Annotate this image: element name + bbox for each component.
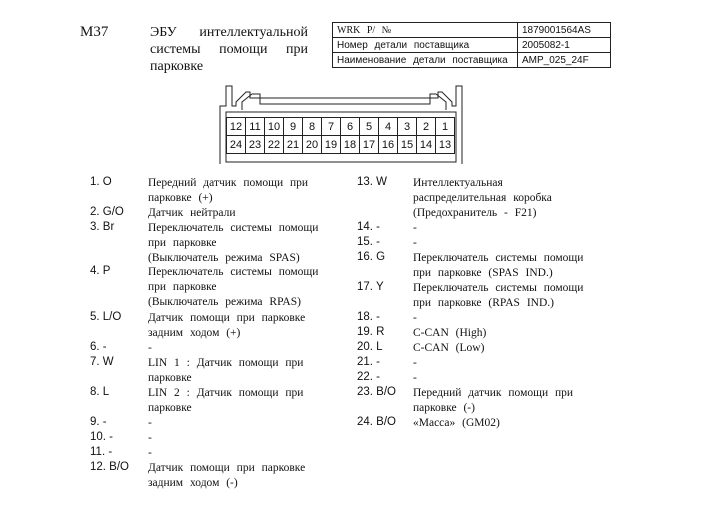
pin-cell: 7 bbox=[322, 118, 341, 136]
info-value: 1879001564AS bbox=[518, 23, 611, 38]
pin-number: 9. - bbox=[90, 416, 107, 428]
pin-cell: 23 bbox=[246, 136, 265, 154]
desc-line: Переключатель системы помощи bbox=[413, 282, 584, 294]
info-row bbox=[333, 38, 611, 53]
desc-line: LIN 2 : Датчик помощи при bbox=[148, 387, 304, 399]
desc-line: - bbox=[413, 237, 417, 249]
info-row bbox=[333, 23, 611, 38]
pin-cell: 4 bbox=[379, 118, 398, 136]
pin-number: 16. G bbox=[357, 251, 386, 263]
pin-number: 10. - bbox=[90, 431, 114, 443]
pin-number: 21. - bbox=[357, 356, 381, 368]
pin-description bbox=[148, 386, 303, 416]
desc-line: парковке (+) bbox=[148, 192, 213, 204]
desc-line: (Выключатель режима SPAS) bbox=[148, 252, 300, 264]
desc-line: - bbox=[413, 222, 417, 234]
pin-cell: 2 bbox=[417, 118, 436, 136]
pin-cell: 16 bbox=[379, 136, 398, 154]
pin-cell: 12 bbox=[227, 118, 246, 136]
pin-number: 8. L bbox=[90, 386, 110, 398]
desc-line: «Масса» (GM02) bbox=[413, 417, 500, 429]
pin-description bbox=[148, 431, 152, 446]
desc-line: Передний датчик помощи при bbox=[413, 387, 574, 399]
pin-number: 17. Y bbox=[357, 281, 384, 293]
pin-cell: 20 bbox=[303, 136, 322, 154]
pin-description bbox=[413, 326, 486, 341]
pin-description bbox=[413, 221, 417, 236]
desc-line: задним ходом (-) bbox=[148, 477, 238, 489]
desc-line: Интеллектуальная bbox=[413, 177, 503, 189]
desc-line: - bbox=[148, 432, 152, 444]
pin-number: 22. - bbox=[357, 371, 381, 383]
pin-cell: 9 bbox=[284, 118, 303, 136]
desc-line: (Выключатель режима RPAS) bbox=[148, 296, 301, 308]
info-value: AMP_025_24F bbox=[518, 53, 611, 68]
pin-description bbox=[148, 341, 152, 356]
desc-line: задним ходом (+) bbox=[148, 327, 241, 339]
pin-number: 1. O bbox=[90, 176, 112, 188]
pin-description bbox=[413, 341, 484, 356]
pin-description bbox=[413, 371, 417, 386]
pin-cell: 18 bbox=[341, 136, 360, 154]
pin-cell: 22 bbox=[265, 136, 284, 154]
pin-description bbox=[148, 461, 305, 491]
pin-description bbox=[148, 221, 318, 266]
pin-number: 23. B/O bbox=[357, 386, 396, 398]
title-line: парковке bbox=[150, 59, 204, 74]
desc-line: LIN 1 : Датчик помощи при bbox=[148, 357, 304, 369]
pin-cell: 21 bbox=[284, 136, 303, 154]
pin-cell: 15 bbox=[398, 136, 417, 154]
desc-line: - bbox=[413, 372, 417, 384]
connector-pins bbox=[226, 117, 455, 154]
pin-description bbox=[148, 265, 318, 310]
desc-line: Переключатель системы помощи bbox=[148, 222, 319, 234]
pin-number: 12. B/O bbox=[90, 461, 129, 473]
part-info-table bbox=[332, 22, 611, 68]
page-title bbox=[150, 24, 308, 75]
desc-line: при парковке (RPAS IND.) bbox=[413, 297, 554, 309]
pin-description bbox=[148, 311, 305, 341]
info-value: 2005082-1 bbox=[518, 38, 611, 53]
pin-row-top bbox=[227, 118, 455, 136]
desc-line: - bbox=[148, 417, 152, 429]
desc-line: - bbox=[148, 342, 152, 354]
pin-cell: 1 bbox=[436, 118, 455, 136]
pin-description bbox=[413, 416, 500, 431]
pin-description bbox=[413, 386, 573, 416]
pin-number: 7. W bbox=[90, 356, 114, 368]
pin-number: 18. - bbox=[357, 311, 381, 323]
pin-number: 6. - bbox=[90, 341, 107, 353]
desc-line: Переключатель системы помощи bbox=[148, 266, 319, 278]
pin-cell: 17 bbox=[360, 136, 379, 154]
info-key: WRK P/ № bbox=[333, 23, 518, 38]
pin-number: 13. W bbox=[357, 176, 388, 188]
desc-line: Датчик нейтрали bbox=[148, 207, 236, 219]
pin-cell: 11 bbox=[246, 118, 265, 136]
pin-number: 3. Br bbox=[90, 221, 115, 233]
info-row bbox=[333, 53, 611, 68]
pin-cell: 6 bbox=[341, 118, 360, 136]
title-line: ЭБУ интеллектуальной bbox=[150, 25, 308, 40]
pin-description bbox=[413, 176, 552, 221]
pin-cell: 19 bbox=[322, 136, 341, 154]
pin-number: 24. B/O bbox=[357, 416, 396, 428]
desc-line: при парковке (SPAS IND.) bbox=[413, 267, 553, 279]
pin-cell: 5 bbox=[360, 118, 379, 136]
pin-number: 11. - bbox=[90, 446, 113, 458]
pin-cell: 24 bbox=[227, 136, 246, 154]
desc-line: C-CAN (Low) bbox=[413, 342, 485, 354]
pin-description bbox=[413, 311, 417, 326]
desc-line: - bbox=[148, 447, 152, 459]
desc-line: (Предохранитель - F21) bbox=[413, 207, 537, 219]
desc-line: - bbox=[413, 357, 417, 369]
info-key: Номер детали поставщика bbox=[333, 38, 518, 53]
desc-line: распределительная коробка bbox=[413, 192, 552, 204]
pin-description bbox=[148, 176, 308, 206]
desc-line: Переключатель системы помощи bbox=[413, 252, 584, 264]
pin-description bbox=[148, 446, 152, 461]
pin-cell: 8 bbox=[303, 118, 322, 136]
pin-row-bottom bbox=[227, 136, 455, 154]
pin-number: 15. - bbox=[357, 236, 381, 248]
pin-description bbox=[148, 416, 152, 431]
desc-line: Датчик помощи при парковке bbox=[148, 312, 306, 324]
pin-description bbox=[413, 236, 417, 251]
pin-number: 19. R bbox=[357, 326, 385, 338]
pin-cell: 3 bbox=[398, 118, 417, 136]
connector-code: M37 bbox=[80, 24, 109, 40]
desc-line: Передний датчик помощи при bbox=[148, 177, 309, 189]
title-line: системы помощи при bbox=[150, 42, 308, 57]
pin-number: 2. G/O bbox=[90, 206, 124, 218]
desc-line: - bbox=[413, 312, 417, 324]
pin-description bbox=[413, 251, 583, 281]
desc-line: парковке bbox=[148, 402, 192, 414]
desc-line: парковке bbox=[148, 372, 192, 384]
pin-description bbox=[148, 356, 303, 386]
pin-description bbox=[413, 356, 417, 371]
info-key: Наименование детали поставщика bbox=[333, 53, 518, 68]
desc-line: парковке (-) bbox=[413, 402, 475, 414]
desc-line: Датчик помощи при парковке bbox=[148, 462, 306, 474]
pin-cell: 13 bbox=[436, 136, 455, 154]
pin-description bbox=[413, 281, 583, 311]
desc-line: C-CAN (High) bbox=[413, 327, 487, 339]
desc-line: при парковке bbox=[148, 237, 217, 249]
pin-number: 4. P bbox=[90, 265, 111, 277]
pin-cell: 10 bbox=[265, 118, 284, 136]
pin-number: 5. L/O bbox=[90, 311, 122, 323]
pin-number: 14. - bbox=[357, 221, 381, 233]
desc-line: при парковке bbox=[148, 281, 217, 293]
pin-cell: 14 bbox=[417, 136, 436, 154]
pin-description bbox=[148, 206, 236, 221]
pin-number: 20. L bbox=[357, 341, 383, 353]
